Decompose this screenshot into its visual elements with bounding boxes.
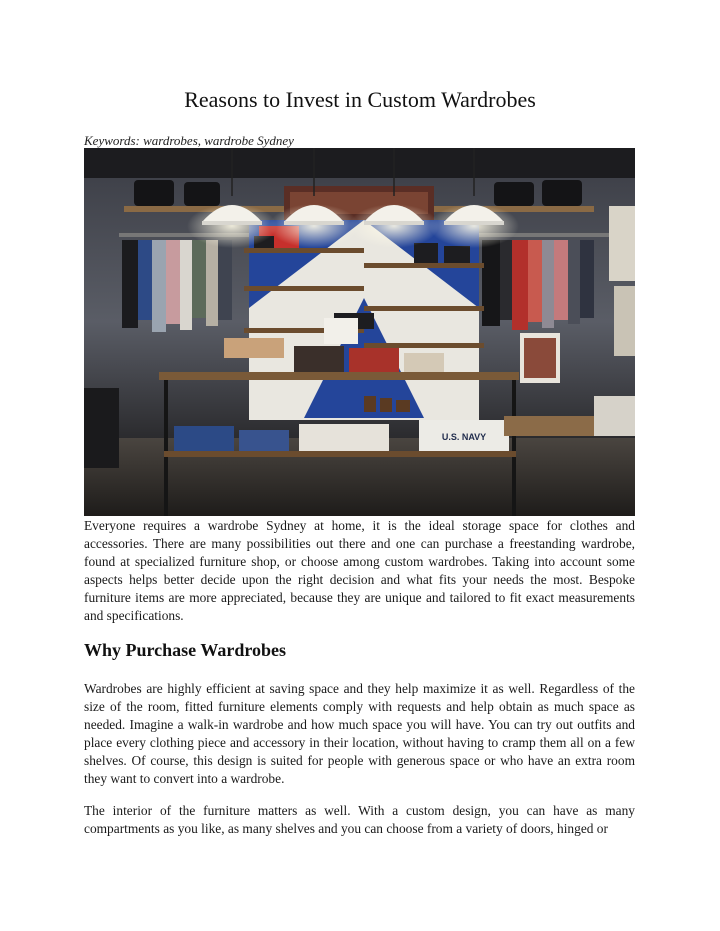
section-paragraph-2: The interior of the furniture matters as well. With a custom design, you can have as many compartments as you like, as many shelves and you can choose from a variety of doors, hinged or: [84, 803, 635, 836]
page-title: Reasons to Invest in Custom Wardrobes: [184, 87, 536, 112]
section-heading: Why Purchase Wardrobes: [84, 640, 287, 660]
keywords-line: Keywords: wardrobes, wardrobe Sydney: [84, 133, 294, 148]
store-photo: [84, 148, 635, 516]
intro-paragraph: Everyone requires a wardrobe Sydney at home, it is the ideal storage space for clothes and accessories. There are many possibilities out there and one can purchase a freestanding wardrobe, found at specialized furniture shop, or choose among custom wardrobes. Taking into account some aspects helps better decide upon the right decision and what fits your needs the most. Bespoke furniture items are more appreciated, because they are unique and tailored to fit exact measurements and specifications.: [84, 518, 635, 623]
navy-shirt-print: U.S. NAVY: [441, 432, 487, 442]
section-paragraph-1: Wardrobes are highly efficient at saving space and they help maximize it as well. Regardless of the size of the room, fitted furniture elements comply with requests and help obtain as much space as needed. Imagine a walk-in wardrobe and how much space you will have. You can try out outfits and place every clothing piece and accessory in their location, without having to cramp them all on a few shelves. Of course, this design is suited for people with generous space or who have an extra room they want to convert into a wardrobe.: [84, 681, 635, 786]
store-photo-illustration: [84, 148, 635, 516]
